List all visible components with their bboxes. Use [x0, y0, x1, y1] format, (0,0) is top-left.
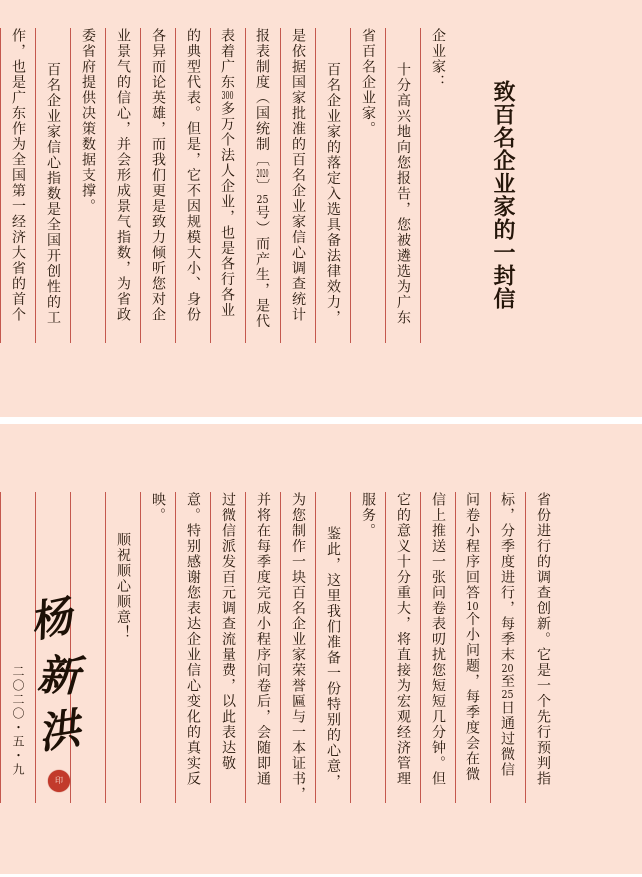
- text-column: 表着广东300多万个法人企业，也是各行各业: [210, 28, 245, 343]
- text-column: 它的意义十分重大，将直接为宏观经济管理: [385, 492, 420, 803]
- text-column: 百名企业家的落定入选具备法律效力，: [315, 28, 350, 343]
- text-column: 省份进行的调查创新。它是一个先行预判指: [525, 492, 560, 803]
- handwritten-signature: 杨新洪: [19, 592, 86, 769]
- text-column: 各异而论英雄，而我们更是致力倾听您对企: [140, 28, 175, 343]
- text-column: 过微信派发百元调查流量费，以此表达敬: [210, 492, 245, 803]
- text-column: 问卷小程序回答10个小问题，每季度会在微: [455, 492, 490, 803]
- text-column: 信上推送一张问卷表叨扰您短短几分钟。但: [420, 492, 455, 803]
- text-column: 映。: [140, 492, 175, 803]
- text-column: 意。特别感谢您表达企业信心变化的真实反: [175, 492, 210, 803]
- text-column: 并将在每季度完成小程序问卷后，会随即通: [245, 492, 280, 803]
- text-column: 作，也是广东作为全国第一经济大省的首个: [0, 28, 35, 343]
- text-column: 十分高兴地向您报告，您被遴选为广东: [385, 28, 420, 343]
- text-column: 业景气的信心，并会形成景气指数，为省政: [105, 28, 140, 343]
- date-column: 二〇二〇・五・九: [0, 492, 35, 803]
- text-column: 是依据国家批准的百名企业家信心调查统计: [280, 28, 315, 343]
- letter-page-1: [0, 0, 642, 417]
- text-column: 省百名企业家。: [350, 28, 385, 343]
- letter-page-2: [0, 424, 642, 874]
- text-column: 百名企业家信心指数是全国开创性的工: [35, 28, 70, 343]
- letter-page-1-columns: [0, 0, 585, 417]
- letter-title: 致百名企业家的一封信: [490, 80, 516, 310]
- signature-column: [19, 492, 86, 803]
- text-column: 的典型代表。但是，它不因规模大小、身份: [175, 28, 210, 343]
- text-column: 顺祝顺心顺意！: [105, 492, 140, 803]
- text-column: 服务。: [350, 492, 385, 803]
- letter-page-2-columns: [0, 424, 602, 874]
- text-column: 鉴此，这里我们准备一份特别的心意，: [315, 492, 350, 803]
- seal-stamp: 印: [48, 770, 70, 792]
- text-column: 报表制度（国统制〔2020〕25号）而产生，是代: [245, 28, 280, 343]
- text-column: 为您制作一块百名企业家荣誉匾与一本证书，: [280, 492, 315, 803]
- text-column: 企业家：: [420, 28, 455, 343]
- text-column: 标，分季度进行，每季末20至25日通过微信: [490, 492, 525, 803]
- text-column: 委省府提供决策数据支撑。: [70, 28, 105, 343]
